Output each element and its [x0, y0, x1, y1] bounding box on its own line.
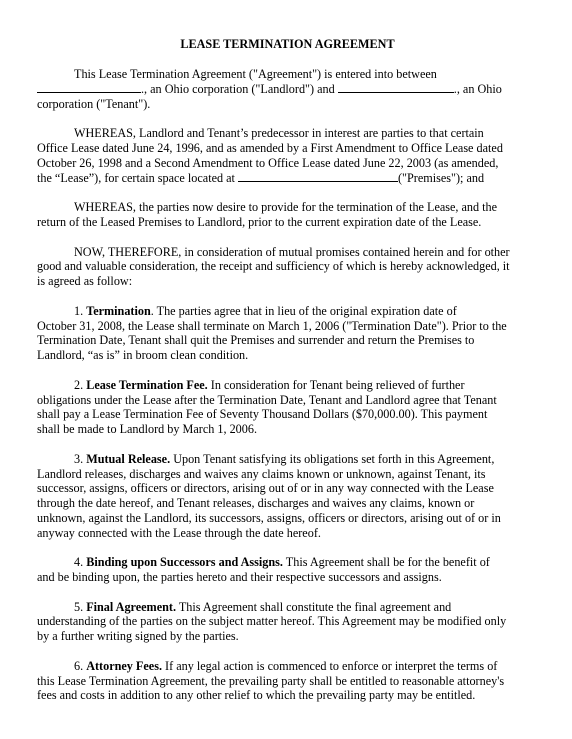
- section-3-text-5: anyway connected with the Lease through the date hereof.: [37, 525, 321, 540]
- section-1-text-1: October 31, 2008, the Lease shall terminate on March 1, 2006 ("Termination Date"). Prior to the: [37, 318, 507, 333]
- landlord-name-blank: [37, 82, 141, 93]
- now-therefore-line-3: is agreed as follow:: [37, 274, 133, 289]
- section-6-line-1: [37, 659, 538, 674]
- section-6-number: 6.: [74, 658, 84, 673]
- section-1-line-1: [37, 304, 538, 319]
- section-5-text-1: understanding of the parties on the subject matter hereof. This Agreement may be modified only: [37, 614, 507, 629]
- section-1-heading: Termination: [86, 303, 151, 318]
- now-therefore-line-2: good and valuable consideration, the receipt and sufficiency of which is hereby acknowledged, it: [37, 259, 510, 274]
- now-therefore-paragraph: [37, 245, 538, 289]
- section-2-line-1: [37, 378, 538, 393]
- section-3-number: 3.: [74, 451, 84, 466]
- intro-line-2-a: ., an Ohio corporation ("Landlord") and: [141, 81, 335, 96]
- section-2-text-0: In consideration for Tenant being relieved of further: [207, 377, 465, 392]
- section-5-number: 5.: [74, 599, 84, 614]
- whereas1-line-1: WHEREAS, Landlord and Tenant’s predecessor in interest are parties to that certain: [74, 126, 484, 141]
- section-2-text-3: shall be made to Landlord by March 1, 2006.: [37, 422, 257, 437]
- section-6-text-0: If any legal action is commenced to enforce or interpret the terms of: [162, 658, 498, 673]
- intro-line-3: corporation ("Tenant").: [37, 96, 151, 111]
- whereas1-line-4-a: the “Lease”), for certain space located at: [37, 170, 235, 185]
- section-3-text-3: through the date hereof, and Tenant releases, discharges and waives any claims, known or: [37, 496, 475, 511]
- section-3-text-4: unknown, against the Landlord, its successors, assigns, officers or directors, arising out of or in: [37, 510, 501, 525]
- section-mutual-release: [37, 452, 538, 541]
- section-binding-successors: [37, 555, 538, 585]
- premises-address-blank: [238, 171, 398, 182]
- section-1-text-2: Termination Date, Tenant shall quit the Premises and surrender and return the Premises to: [37, 333, 475, 348]
- section-2-heading: Lease Termination Fee.: [86, 377, 208, 392]
- section-4-number: 4.: [74, 555, 84, 570]
- section-3-line-1: [37, 452, 538, 467]
- section-5-line-1: [37, 600, 538, 615]
- whereas2-line-1: WHEREAS, the parties now desire to provide for the termination of the Lease, and the: [74, 200, 498, 215]
- section-attorney-fees: [37, 659, 538, 703]
- whereas1-line-4: [37, 171, 538, 186]
- section-6-heading: Attorney Fees.: [86, 658, 162, 673]
- section-3-text-2: successor, assigns, officers or directors, arising out of or in any way connected with the Lease: [37, 481, 494, 496]
- section-1-number: 1.: [74, 303, 84, 318]
- intro-line-2-b: ., an Ohio: [453, 81, 502, 96]
- section-5-text-2: by a further writing signed by the parties.: [37, 629, 239, 644]
- section-4-line-1: [37, 555, 538, 570]
- intro-line-1: This Lease Termination Agreement ("Agreement") is entered into between: [74, 67, 437, 81]
- section-1-text-0: . The parties agree that in lieu of the original expiration date of: [150, 303, 457, 318]
- section-3-text-1: Landlord releases, discharges and waives any claims known or unknown, against Tenant, its: [37, 466, 486, 481]
- whereas1-line-3: October 26, 1998 and a Second Amendment to Office Lease dated June 22, 2003 (as amended,: [37, 155, 499, 170]
- section-2-text-1: obligations under the Lease after the Termination Date, Tenant and Landlord agree that Tenant: [37, 392, 497, 407]
- section-lease-termination-fee: [37, 378, 538, 437]
- section-4-text-0: This Agreement shall be for the benefit of: [282, 555, 490, 570]
- intro-line-2: [37, 82, 538, 97]
- section-4-heading: Binding upon Successors and Assigns.: [86, 555, 283, 570]
- section-termination: [37, 304, 538, 363]
- tenant-name-blank: [338, 82, 454, 93]
- document-title: LEASE TERMINATION AGREEMENT: [180, 37, 395, 51]
- section-6-text-2: fees and costs in addition to any other relief to which the prevailing party may be entitled.: [37, 688, 476, 703]
- now-therefore-line-1: NOW, THEREFORE, in consideration of mutual promises contained herein and for other: [74, 244, 510, 259]
- section-6-text-1: this Lease Termination Agreement, the prevailing party shall be entitled to reasonable attorney's: [37, 673, 505, 688]
- section-5-heading: Final Agreement.: [86, 599, 176, 614]
- whereas2-line-2: return of the Leased Premises to Landlord, prior to the current expiration date of the Lease.: [37, 214, 482, 229]
- whereas1-line-4-b: ("Premises"); and: [397, 170, 485, 185]
- section-2-text-2: shall pay a Lease Termination Fee of Seventy Thousand Dollars ($70,000.00). This payment: [37, 407, 488, 422]
- whereas-paragraph-2: [37, 200, 538, 230]
- intro-paragraph: [37, 67, 538, 111]
- section-1-text-3: Landlord, “as is” in broom clean condition.: [37, 348, 249, 363]
- section-2-number: 2.: [74, 377, 84, 392]
- whereas1-line-2: Office Lease dated June 24, 1996, and as amended by a First Amendment to Office Lease dated: [37, 140, 503, 155]
- whereas-paragraph-1: [37, 126, 538, 185]
- section-final-agreement: [37, 600, 538, 644]
- section-3-heading: Mutual Release.: [86, 451, 171, 466]
- section-4-text-1: and be binding upon, the parties hereto and their respective successors and assigns.: [37, 570, 442, 585]
- section-5-text-0: This Agreement shall constitute the final agreement and: [176, 599, 452, 614]
- section-3-text-0: Upon Tenant satisfying its obligations set forth in this Agreement,: [170, 451, 495, 466]
